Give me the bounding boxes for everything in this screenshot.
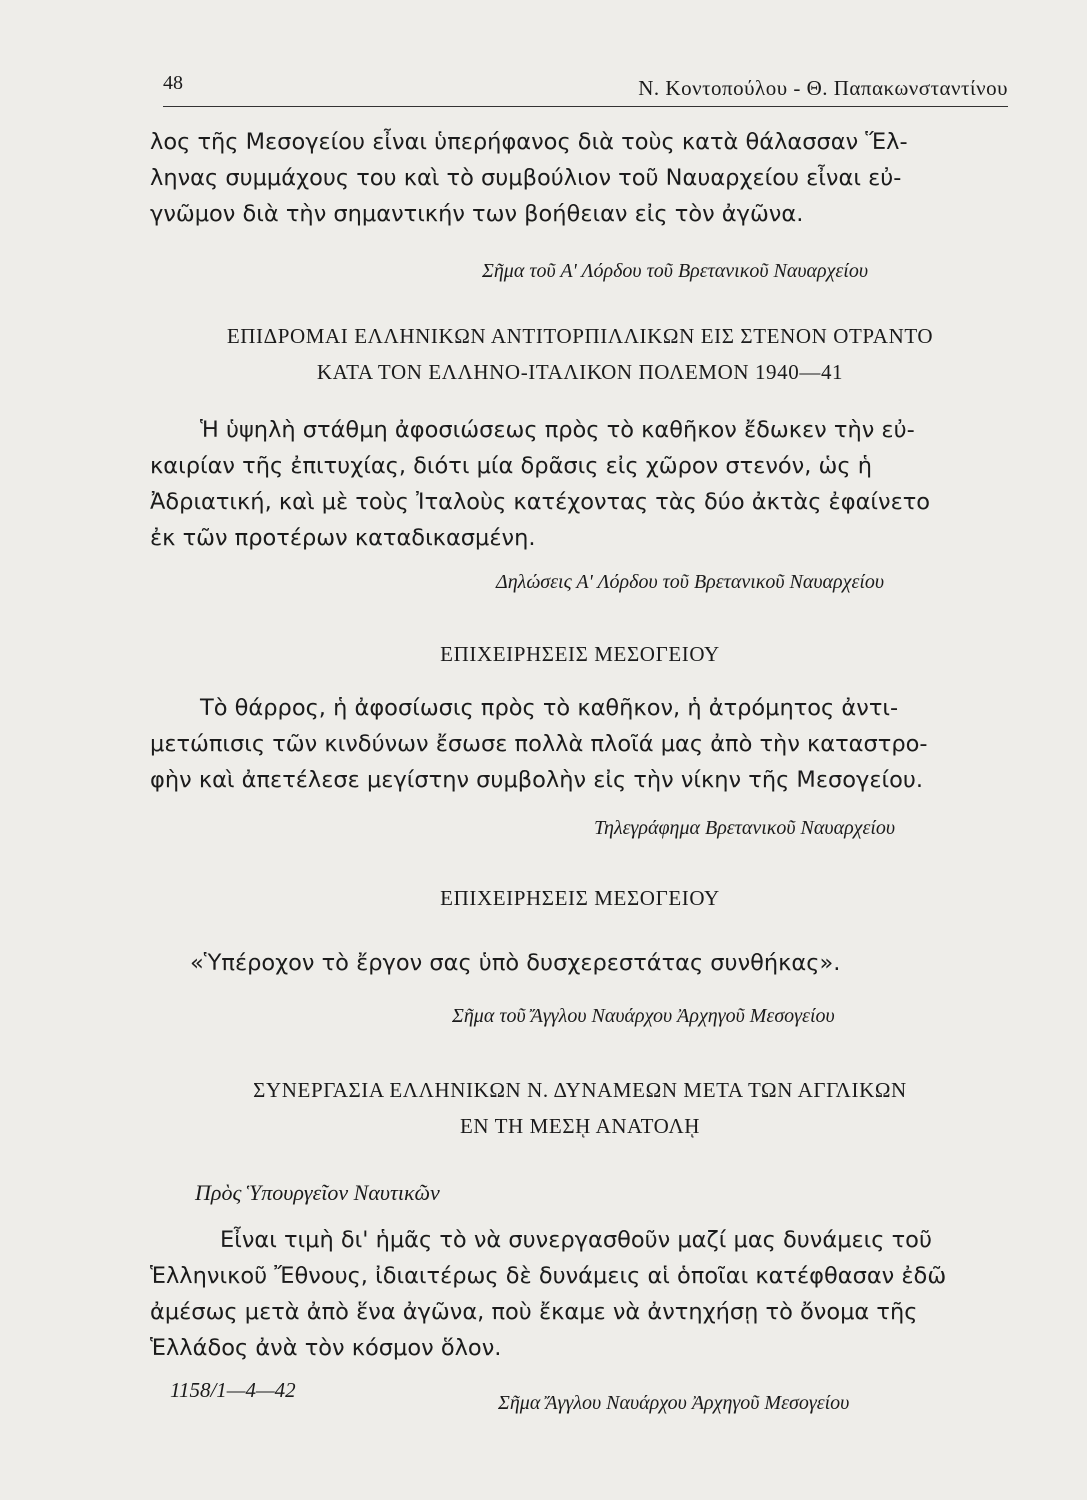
- ops1-signature: Τηλεγράφημα Βρετανικοῦ Ναυαρχείου: [594, 817, 896, 839]
- text-line: μετώπισις τῶν κινδύνων ἔσωσε πολλὰ πλοῖά μας ἀπὸ τὴν καταστρο-: [150, 731, 928, 757]
- text-line: Ἡ ὑψηλὴ στάθμη ἀφοσιώσεως πρὸς τὸ καθῆκον ἔδωκεν τὴν εὐ-: [200, 417, 915, 443]
- raids-signature: Δηλώσεις Α' Λόρδου τοῦ Βρετανικοῦ Ναυαρχείου: [496, 571, 885, 593]
- coop-paragraph: [150, 1222, 1010, 1366]
- raids-paragraph: [150, 412, 1010, 556]
- text-line: φὴν καὶ ἀπετέλεσε μεγίστην συμβολὴν εἰς τὴν νίκην τῆς Μεσογείου.: [150, 767, 924, 793]
- text-line: ἀμέσως μετὰ ἀπὸ ἕνα ἀγῶνα, ποὺ ἔκαμε νὰ ἀντηχήσῃ τὸ ὄνομα τῆς: [150, 1299, 918, 1325]
- coop-signature: Σῆμα Ἄγγλου Ναυάρχου Ἀρχηγοῦ Μεσογείου: [498, 1392, 850, 1414]
- ops2-signature: Σῆμα τοῦ Ἄγγλου Ναυάρχου Ἀρχηγοῦ Μεσογείου: [452, 1005, 835, 1027]
- ops2-quote: [150, 945, 1010, 981]
- coop-heading-line2: ΕΝ ΤΗ ΜΕΣῌ ΑΝΑΤΟΛῌ: [459, 1114, 701, 1138]
- coop-addressee: Πρὸς Ὑπουργεῖον Ναυτικῶν: [195, 1180, 440, 1205]
- text-line: γνῶμον διὰ τὴν σημαντικήν των βοήθειαν εἰς τὸν ἀγῶνα.: [150, 201, 804, 227]
- text-line: ληνας συμμάχους του καὶ τὸ συμβούλιον τοῦ Ναυαρχείου εἶναι εὐ-: [150, 165, 902, 191]
- text-line: Ἀδριατική, καὶ μὲ τοὺς Ἰταλοὺς κατέχοντας τὰς δύο ἀκτὰς ἐφαίνετο: [150, 489, 931, 515]
- ops1-paragraph: [150, 690, 1010, 798]
- text-line: Τὸ θάρρος, ἡ ἀφοσίωσις πρὸς τὸ καθῆκον, ἡ ἀτρόμητος ἀντι-: [200, 695, 899, 721]
- intro-paragraph: [150, 124, 1010, 232]
- raids-heading-line1: ΕΠΙΔΡΟΜΑΙ ΕΛΛΗΝΙΚΩΝ ΑΝΤΙΤΟΡΠΙΛΛΙΚΩΝ ΕΙΣ ΣΤΕΝΟΝ ΟΤΡΑΝΤΟ: [226, 324, 934, 348]
- coop-heading-line1: ΣΥΝΕΡΓΑΣΙΑ ΕΛΛΗΝΙΚΩΝ Ν. ΔΥΝΑΜΕΩΝ ΜΕΤΑ ΤΩΝ ΑΓΓΛΙΚΩΝ: [253, 1078, 907, 1102]
- coop-reference: 1158/1—4—42: [170, 1378, 296, 1402]
- running-title: Ν. Κοντοπούλου - Θ. Παπακωνσταντίνου: [638, 76, 1008, 100]
- quote-line: «Ὑπέροχον τὸ ἔργον σας ὑπὸ δυσχερεστάτας συνθήκας».: [190, 950, 841, 976]
- ops2-heading: ΕΠΙΧΕΙΡΗΣΕΙΣ ΜΕΣΟΓΕΙΟΥ: [440, 886, 720, 910]
- text-line: καιρίαν τῆς ἐπιτυχίας, διότι μία δρᾶσις εἰς χῶρον στενόν, ὡς ἡ: [150, 453, 873, 479]
- text-line: λος τῆς Μεσογείου εἶναι ὑπερήφανος διὰ τοὺς κατὰ θάλασσαν Ἕλ-: [150, 129, 908, 155]
- text-line: Ἑλληνικοῦ Ἔθνους, ἰδιαιτέρως δὲ δυνάμεις αἱ ὁποῖαι κατέφθασαν ἐδῶ: [150, 1263, 947, 1289]
- text-line: ἐκ τῶν προτέρων καταδικασμένη.: [150, 525, 536, 551]
- text-line: Ἑλλάδος ἀνὰ τὸν κόσμον ὅλον.: [150, 1335, 502, 1361]
- ops1-heading: ΕΠΙΧΕΙΡΗΣΕΙΣ ΜΕΣΟΓΕΙΟΥ: [440, 642, 720, 666]
- text-line: Εἶναι τιμὴ δι' ἡμᾶς τὸ νὰ συνεργασθοῦν μαζί μας δυνάμεις τοῦ: [220, 1227, 932, 1253]
- page-number: 48: [163, 72, 183, 94]
- page-header: [163, 72, 1008, 107]
- intro-signature: Σῆμα τοῦ Α' Λόρδου τοῦ Βρετανικοῦ Ναυαρχείου: [482, 260, 869, 282]
- raids-heading-line2: ΚΑΤΑ ΤΟΝ ΕΛΛΗΝΟ-ΙΤΑΛΙΚΟΝ ΠΟΛΕΜΟΝ 1940—41: [316, 360, 844, 384]
